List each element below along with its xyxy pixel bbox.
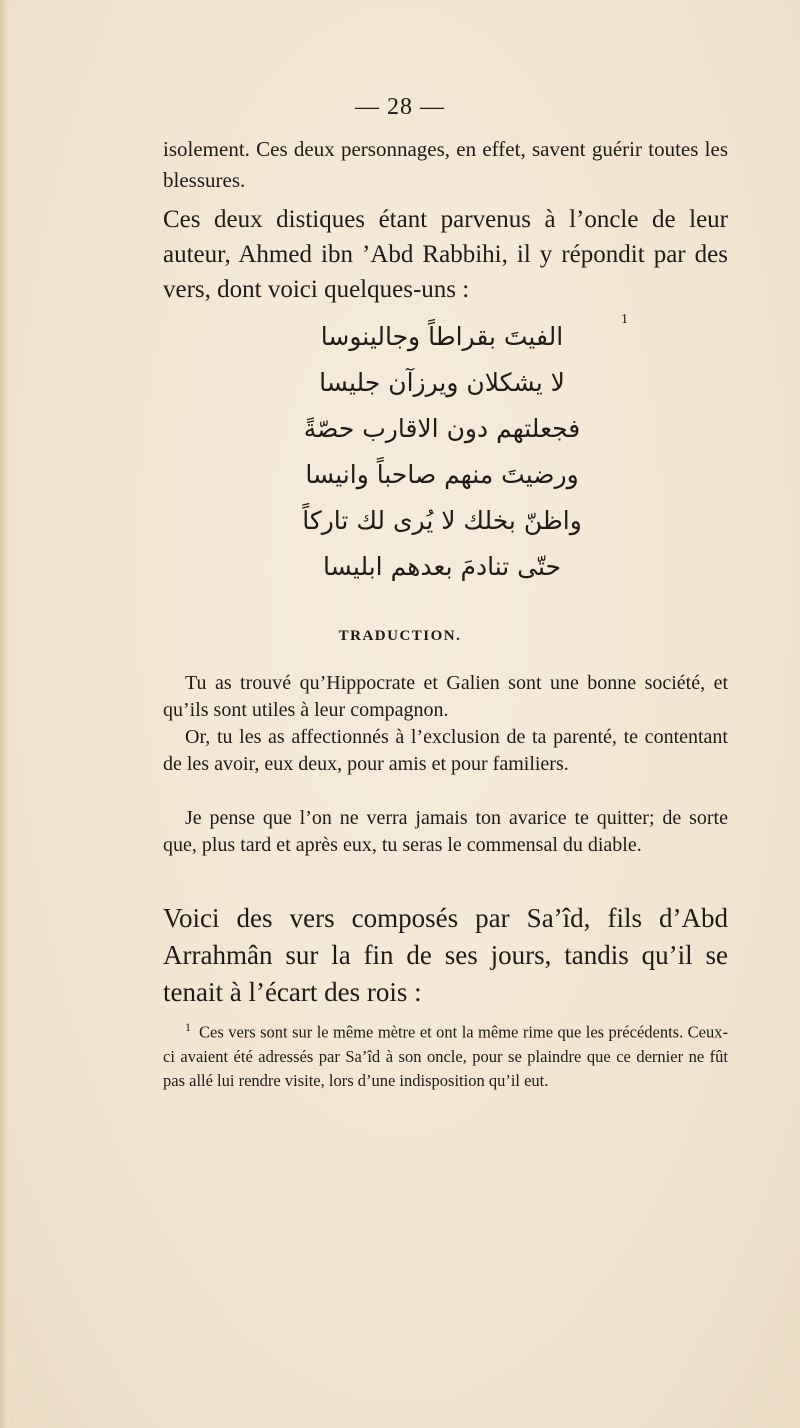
poem-line: حتّى تنادمَ بعدهم ابليسا [322, 552, 561, 581]
paragraph-1-text: isolement. Ces deux personnages, en effet, savent guérir toutes les blessures. [163, 137, 728, 192]
translation-verse-1 [163, 670, 728, 724]
arabic-poem [262, 314, 622, 590]
poem-line: فجعلتهم دون الاقارب حصّةً [303, 414, 581, 443]
footnote-number: 1 [185, 1020, 191, 1034]
footnote-text-block [163, 1015, 728, 1093]
paragraph-2 [163, 202, 728, 307]
poem-line: لا يشكلان ويرزآن جليسا [319, 368, 565, 397]
poem-line: واظنّ بخلك لا يُرى لك تاركاً [302, 506, 582, 535]
paragraph-1 [163, 134, 728, 196]
translation-verse-3 [163, 805, 728, 859]
translation-verse-2 [163, 724, 728, 778]
footnote [163, 1015, 728, 1093]
footnote-marker: 1 [621, 312, 628, 327]
paragraph-3-text: Voici des vers composés par Sa’îd, fils d’Abd Arrahmân sur la fin de ses jours, tandis qu’il se tenait à l’écart des rois : [163, 903, 728, 1007]
page-number: — 28 — [355, 94, 445, 120]
paragraph-2-text: Ces deux distiques étant parvenus à l’oncle de leur auteur, Ahmed ibn ’Abd Rabbihi, il y répondit par des vers, dont voici quelques-uns : [163, 206, 728, 303]
translation-text: Or, tu les as affectionnés à l’exclusion de ta parenté, te contentant de les avoir, eux deux, pour amis et pour familiers. [163, 726, 728, 775]
footnote-text: Ces vers sont sur le même mètre et ont la même rime que les précédents. Ceux-ci avaient été adressés par Sa’îd à son oncle, pour se plaindre que ce dernier ne fût pas allé lui rendre visite, lors d’une indisposition qu’il eut. [163, 1022, 728, 1090]
paragraph-3 [163, 900, 728, 1011]
translation-text: Je pense que l’on ne verra jamais ton avarice te quitter; de sorte que, plus tard et après eux, tu seras le commensal du diable. [163, 807, 728, 856]
translation-heading: TRADUCTION. [338, 628, 462, 644]
translation-text: Tu as trouvé qu’Hippocrate et Galien sont une bonne société, et qu’ils sont utiles à leur compagnon. [163, 672, 728, 721]
poem-line: ورضيتَ منهم صاحباً وانيسا [305, 460, 579, 489]
page-edge [0, 0, 9, 1428]
poem-line: الفيتَ بقراطاً وجالينوسا [320, 322, 564, 351]
